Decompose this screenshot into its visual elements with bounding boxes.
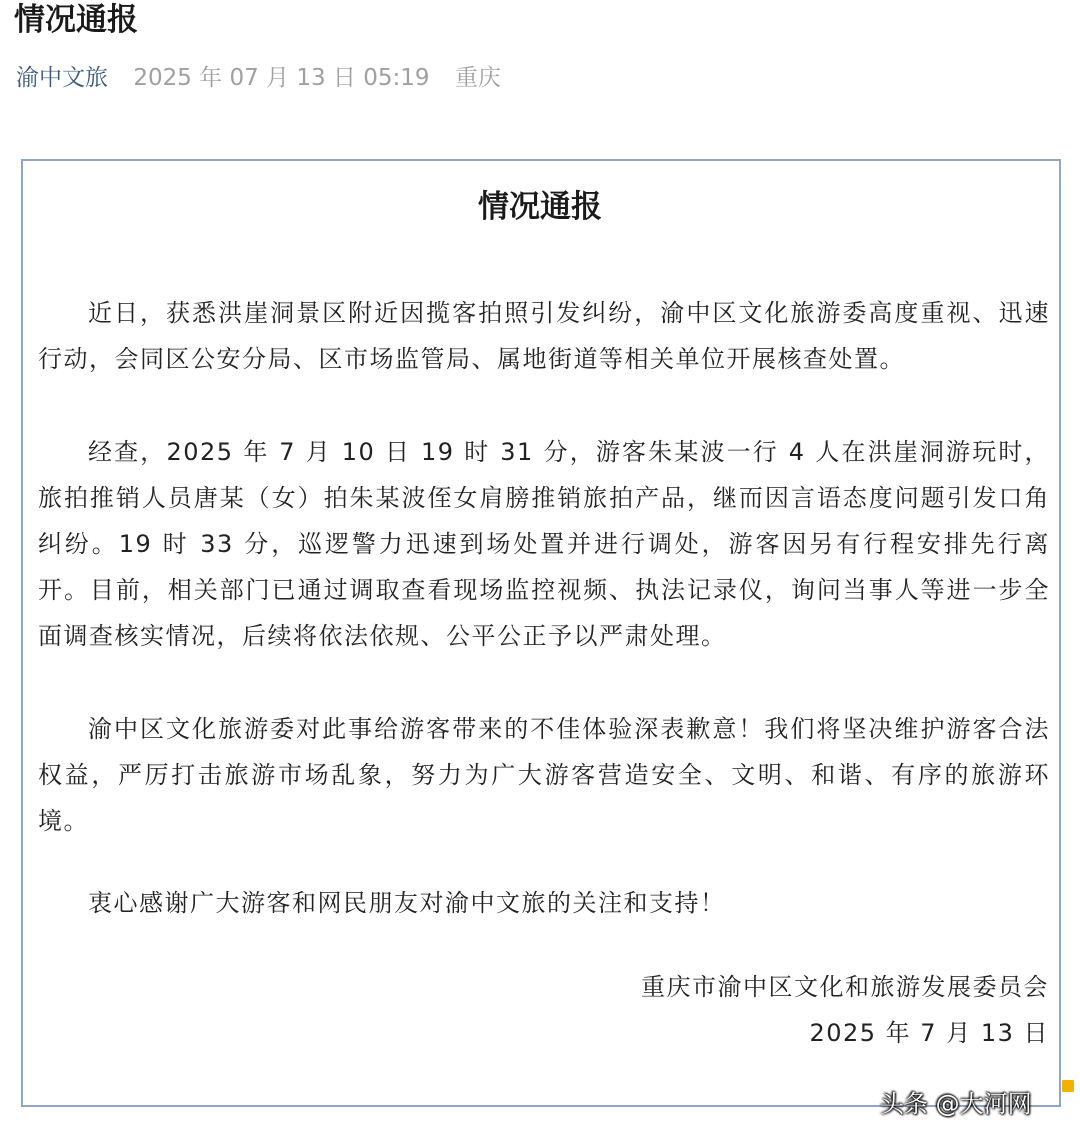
signature-date: 2025 年 7 月 13 日	[809, 1019, 1049, 1047]
page-title: 情况通报	[14, 2, 138, 38]
notice-paragraph-2: 经查，2025 年 7 月 10 日 19 时 31 分，游客朱某波一行 4 人在洪崖洞游玩时，旅拍推销人员唐某（女）拍朱某波侄女肩膀推销旅拍产品，继而因言语态度问题引发口角纠纷。19 时 33 分，巡逻警力迅速到场处置并进行调处，游客因另有行程安排先行离开。目前，相关部门已通过调取查看现场监控视频、执法记录仪，询问当事人等进一步全面调查核实情况，后续将依法依规、公平公正予以严肃处理。	[38, 438, 1050, 650]
publish-time: 2025 年 07 月 13 日 05:19	[133, 65, 430, 91]
article-meta	[16, 62, 501, 94]
notice-paragraph-4: 衷心感谢广大游客和网民朋友对渝中文旅的关注和支持！	[88, 889, 726, 917]
source-watermark: 头条 @大河网	[880, 1090, 1032, 1118]
notice-paragraph-3: 渝中区文化旅游委对此事给游客带来的不佳体验深表歉意！我们将坚决维护游客合法权益，严厉打击旅游市场乱象，努力为广大游客营造安全、文明、和谐、有序的旅游环境。	[38, 715, 1050, 835]
notice-title: 情况通报	[478, 189, 602, 225]
author-account-link[interactable]: 渝中文旅	[16, 65, 108, 91]
notice-paragraph-1: 近日，获悉洪崖洞景区附近因揽客拍照引发纠纷，渝中区文化旅游委高度重视、迅速行动，会同区公安分局、区市场监管局、属地街道等相关单位开展核查处置。	[38, 299, 1050, 373]
signature-organization: 重庆市渝中区文化和旅游发展委员会	[641, 973, 1049, 1001]
watermark-corner-mark	[1062, 1080, 1074, 1092]
publish-location: 重庆	[454, 65, 501, 91]
